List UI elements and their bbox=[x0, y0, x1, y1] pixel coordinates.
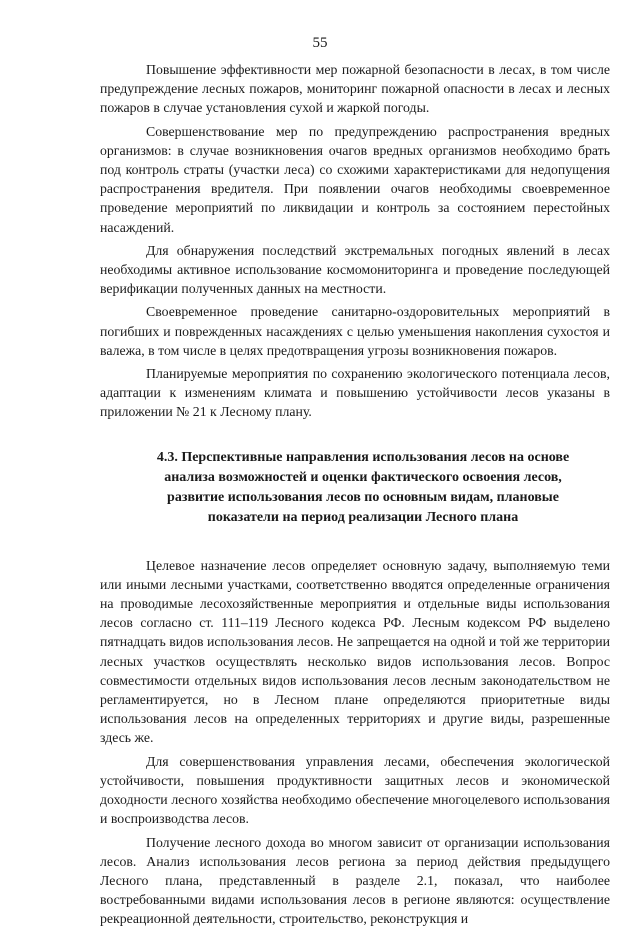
page-number: 55 bbox=[312, 35, 328, 51]
paragraph-forest-management: Для совершенствования управления лесами, обеспечения экологической устойчивости, повышения продуктивности защитных лесов и экономической доходности лесного хозяйства необходимо обеспечение многоцелевого использования и воспроизводства лесов. bbox=[100, 753, 610, 827]
paragraph-sanitary-measures: Своевременное проведение санитарно-оздоровительных мероприятий в погибших и поврежденных насаждениях с целью уменьшения накопления сухостоя и валежа, в том числе в целях предотвращения угрозы возникновения пожаров. bbox=[100, 304, 610, 358]
paragraph-forest-purpose: Целевое назначение лесов определяет основную задачу, выполняемую теми или иными лесными участками, соответственно вводятся определенные ограничения на проводимые лесохозяйственные мероприятия и отдельные виды использования лесов согласно ст. 111–119 Лесного кодекса РФ. Лесным кодексом РФ выделено пятнадцать видов использования лесов. Не запрещается на одной и той же территории лесных участков осуществлять несколько видов использования лесов. Вопрос совместимости отдельных видов использования лесов лесным законодательством не регламентируется, но в Лесном плане определяются приоритетные виды использования лесов на определенных территориях и другие виды, разрешенные здесь же. bbox=[100, 557, 610, 746]
paragraph-forest-income: Получение лесного дохода во многом зависит от организации использования лесов. Анализ использования лесов региона за период действия предыдущего Лесного плана, представленный в разделе 2.1, показал, что наиболее востребованными видами использования лесов в регионе являются: осуществление рекреационной деятельности, строительство, реконструкция и bbox=[100, 834, 610, 927]
paragraph-pest-control: Совершенствование мер по предупреждению распространения вредных организмов: в случае возникновения очагов вредных организмов необходимо брать под контроль страты (участки леса) со схожими характеристиками для недопущения распространения вредителя. При появлении очагов необходимы своевременное проведение мероприятий по ликвидации и контроль за состоянием перестойных насаждений. bbox=[100, 123, 610, 235]
paragraph-planned-measures: Планируемые мероприятия по сохранению экологического потенциала лесов, адаптации к изменениям климата и повышению устойчивости лесов указаны в приложении № 21 к Лесному плану. bbox=[100, 366, 610, 420]
document-body bbox=[100, 60, 610, 933]
paragraph-fire-safety: Повышение эффективности мер пожарной безопасности в лесах, в том числе предупреждение лесных пожаров, мониторинг пожарной опасности в лесах и лесных пожаров в случае установления сухой и жаркой погоды. bbox=[100, 62, 610, 116]
section-heading: 4.3. Перспективные направления использования лесов на основе анализа возможностей и оценки фактического освоения лесов, развитие использования лесов по основным видам, плановые показатели на период реализации Лесного плана bbox=[156, 449, 570, 525]
paragraph-space-monitoring: Для обнаружения последствий экстремальных погодных явлений в лесах необходимы активное использование космомониторинга и проведение последующей верификации полученных данных на местности. bbox=[100, 242, 610, 297]
